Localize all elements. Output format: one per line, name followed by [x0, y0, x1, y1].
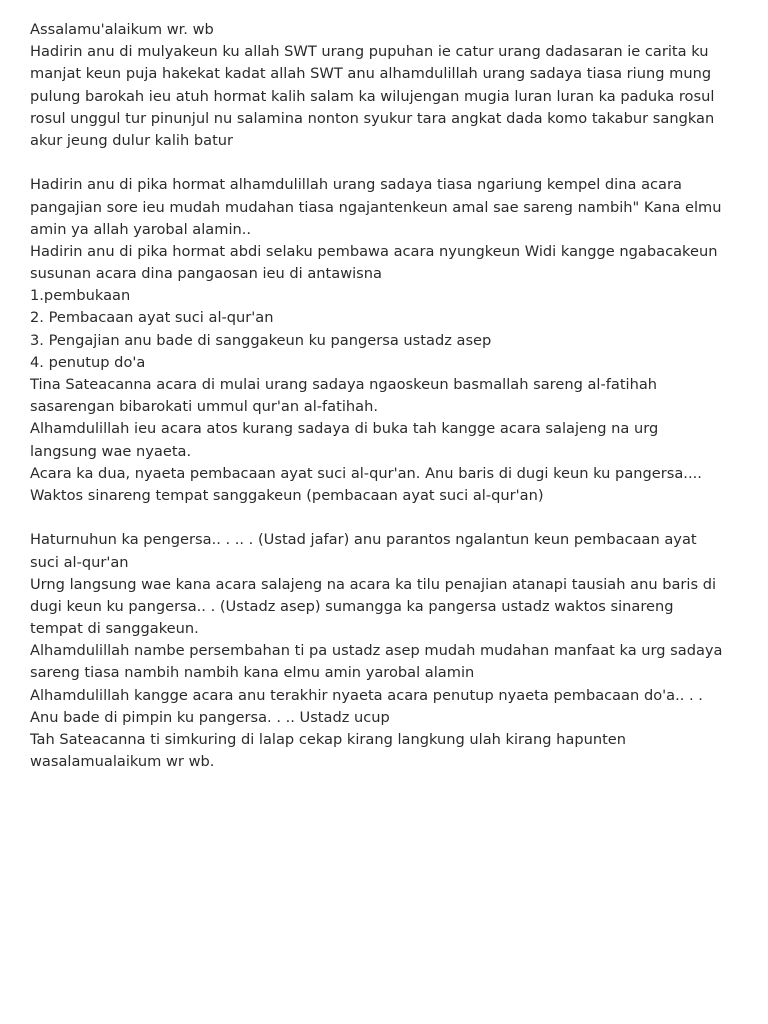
text-line: akur jeung dulur kalih batur	[30, 131, 234, 149]
text-line: Tina Sateacanna acara di mulai urang sadaya ngaoskeun basmallah sareng al-fatihah	[30, 376, 658, 393]
blank-line	[30, 152, 742, 174]
text-line: pangajian sore ieu mudah mudahan tiasa ngajantenkeun amal sae sareng nambih" Kana elmu	[30, 198, 722, 216]
text-line: suci al-qur'an	[30, 553, 129, 571]
text-line: amin ya allah yarobal alamin..	[30, 220, 252, 238]
text-line: Acara ka dua, nyaeta pembacaan ayat suci al-qur'an. Anu baris di dugi keun ku pangersa....	[30, 464, 702, 482]
blank-line	[30, 507, 742, 529]
agenda-item: 4. penutup do'a	[30, 353, 146, 371]
closing-line: wasalamualaikum wr wb.	[30, 753, 215, 771]
greeting-line: Assalamu'alaikum wr. wb	[30, 21, 214, 38]
text-line: Hadirin anu di pika hormat abdi selaku pembawa acara nyungkeun Widi kangge ngabacakeun	[30, 242, 718, 260]
text-line: manjat keun puja hakekat kadat allah SWT anu alhamdulillah urang sadaya tiasa riung mung	[30, 65, 712, 83]
text-line: dugi keun ku pangersa.. . (Ustadz asep) sumangga ka pangersa ustadz waktos sinareng	[30, 597, 674, 615]
text-line: rosul unggul tur pinunjul nu salamina nonton syukur tara angkat dada komo takabur sangkan	[30, 109, 715, 127]
text-line: sasarengan bibarokati ummul qur'an al-fatihah.	[30, 398, 378, 416]
text-line: Alhamdulillah kangge acara anu terakhir nyaeta acara penutup nyaeta pembacaan do'a.. . .	[30, 686, 703, 704]
note-body	[30, 19, 742, 773]
agenda-item: 2. Pembacaan ayat suci al-qur'an	[30, 309, 274, 327]
text-line: Hadirin anu di mulyakeun ku allah SWT urang pupuhan ie catur urang dadasaran ie carita ku	[30, 43, 709, 61]
text-line: susunan acara dina pangaosan ieu di antawisna	[30, 265, 382, 283]
text-line: langsung wae nyaeta.	[30, 442, 192, 460]
text-line: Waktos sinareng tempat sanggakeun (pembacaan ayat suci al-qur'an)	[30, 486, 544, 504]
text-line: Anu bade di pimpin ku pangersa. . .. Ustadz ucup	[30, 708, 390, 726]
text-line: pulung barokah ieu atuh hormat kalih salam ka wilujengan mugia luran luran ka paduka rosul	[30, 87, 715, 105]
text-line: tempat di sanggakeun.	[30, 620, 199, 638]
text-line: Alhamdulillah ieu acara atos kurang sadaya di buka tah kangge acara salajeng na urg	[30, 420, 659, 438]
agenda-item: 1.pembukaan	[30, 287, 131, 305]
text-line: sareng tiasa nambih nambih kana elmu amin yarobal alamin	[30, 664, 475, 682]
text-line: Alhamdulillah nambe persembahan ti pa ustadz asep mudah mudahan manfaat ka urg sadaya	[30, 642, 723, 660]
text-line: Urng langsung wae kana acara salajeng na acara ka tilu penajian atanapi tausiah anu baris di	[30, 575, 717, 593]
text-line: Hadirin anu di pika hormat alhamdulillah urang sadaya tiasa ngariung kempel dina acara	[30, 176, 682, 194]
agenda-item: 3. Pengajian anu bade di sanggakeun ku pangersa ustadz asep	[30, 331, 492, 349]
text-line: Tah Sateacanna ti simkuring di lalap cekap kirang langkung ulah kirang hapunten	[30, 731, 627, 748]
text-line: Haturnuhun ka pengersa.. . .. . (Ustad jafar) anu parantos ngalantun keun pembacaan ayat	[30, 531, 697, 549]
